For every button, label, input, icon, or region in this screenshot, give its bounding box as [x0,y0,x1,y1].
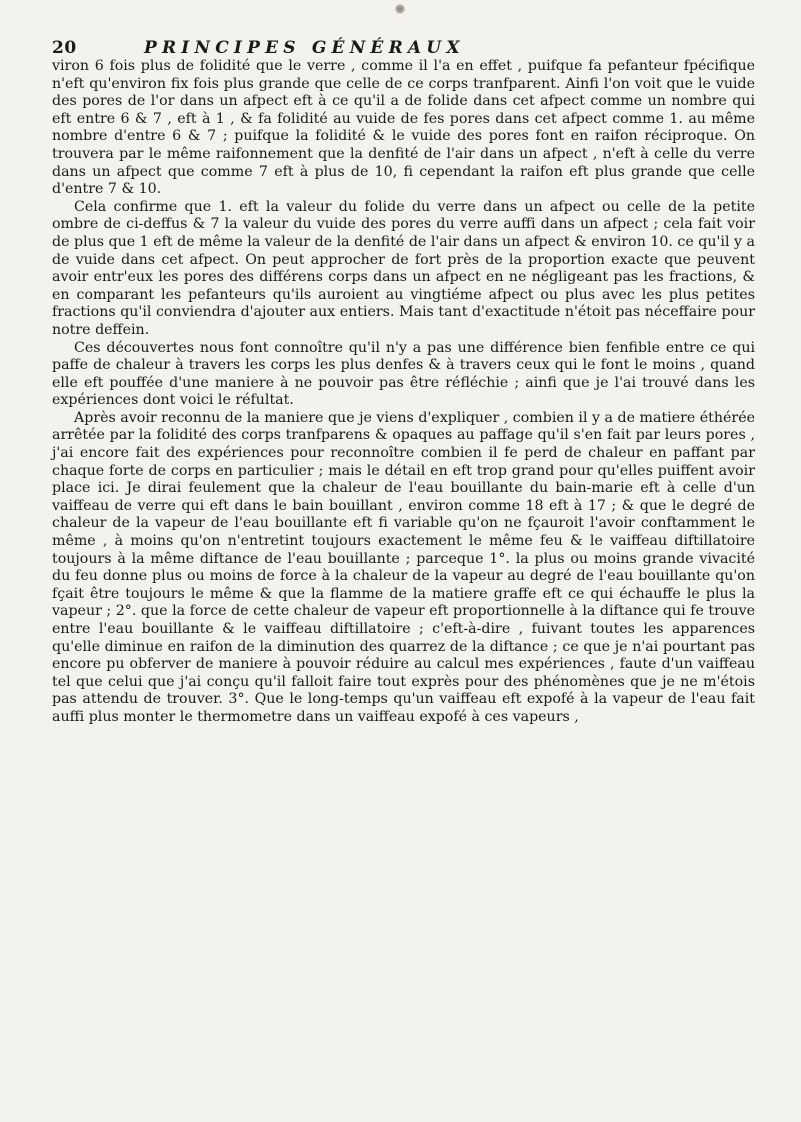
paragraph-1: viron 6 fois plus de folidité que le verre , comme il l'a en effet , puifque fa pefanteur fpécifique n'eft qu'environ fix fois plus grande que celle de ce corps tranfparent. Ainfi l'on voit que le vuide des pores de l'or dans un afpect eft à ce qu'il a de folide dans cet afpect comme un nombre qui eft entre 6 & 7 , eft à 1 , & fa folidité au vuide de fes pores dans cet afpect comme 1. au même nombre d'entre 6 & 7 ; puifque la folidité & le vuide des pores font en raifon réciproque. On trouvera par le même raifonnement que la denfité de l'air dans un afpect , n'eft à celle du verre dans un afpect que comme 7 eft à plus de 10, fi cependant la raifon eft plus grande que celle d'entre 7 & 10. [52,58,755,198]
paragraph-2: Cela confirme que 1. eft la valeur du folide du verre dans un afpect ou celle de la petite ombre de ci-deffus & 7 la valeur du vuide des pores du verre auffi dans un afpect ; cela fait voir de plus que 1 eft de même la valeur de la denfité de l'air dans un afpect & environ 10. ce qu'il y a de vuide dans cet afpect. On peut approcher de fort près de la proportion exacte que peuvent avoir entr'eux les pores des différens corps dans un afpect en ne négligeant pas les fractions, & en comparant les pefanteurs qu'ils auroient au vingtiéme afpect ou plus avec les plus petites fractions qu'il conviendra d'ajouter aux entiers. Mais tant d'exactitude n'étoit pas néceffaire pour notre deffein. [52,198,755,338]
paragraph-3: Ces découvertes nous font connoître qu'il n'y a pas une différence bien fenfible entre ce qui paffe de chaleur à travers les corps les plus denfes & à travers ceux qui le font le moins , quand elle eft pouffée d'une maniere à ne pouvoir pas être réfléchie ; ainfi que je l'ai trouvé dans les expériences dont voici le réfultat. [52,339,755,409]
page-number: 20 [52,38,77,58]
ink-spot [395,4,405,14]
page-header [52,38,752,60]
paragraph-4: Après avoir reconnu de la maniere que je viens d'expliquer , combien il y a de matiere éthérée arrêtée par la folidité des corps tranfparens & opaques au paffage qu'il s'en fait par leurs pores , j'ai encore fait des expériences pour reconnoître combien il fe perd de chaleur en paffant par chaque forte de corps en particulier ; mais le détail en eft trop grand pour qu'elles puiffent avoir place ici. Je dirai feulement que la chaleur de l'eau bouillante du bain-marie eft à celle d'un vaiffeau de verre qui eft dans le bain bouillant , environ comme 18 eft à 17 ; & que le degré de chaleur de la vapeur de l'eau bouillante eft fi variable qu'on ne fçauroit l'avoir conftamment le même , à moins qu'on n'entretint toujours exactement le même feu & le vaiffeau diftillatoire toujours à la même diftance de l'eau bouillante ; parceque 1°. la plus ou moins grande vivacité du feu donne plus ou moins de force à la chaleur de la vapeur au degré de l'eau bouillante qu'on fçait être toujours le même & que la flamme de la matiere graffe eft ce qui échauffe le plus la vapeur ; 2°. que la force de cette chaleur de vapeur eft proportionnelle à la diftance qui fe trouve entre l'eau bouillante & le vaiffeau diftillatoire ; c'eft-à-dire , fuivant toutes les apparences qu'elle diminue en raifon de la diminution des quarrez de la diftance ; ce que je n'ai pourtant pas encore pu obferver de maniere à pouvoir réduire au calcul mes expériences , faute d'un vaiffeau tel que celui que j'ai conçu qu'il falloit faire tout exprès pour des phénomènes que je ne m'étois pas attendu de trouver. 3°. Que le long-temps qu'un vaiffeau eft expofé à la vapeur de l'eau fait auffi plus monter le thermometre dans un vaiffeau expofé à ces vapeurs , [52,409,755,725]
running-title: PRINCIPES GÉNÉRAUX [144,38,465,58]
body-text [52,58,755,727]
